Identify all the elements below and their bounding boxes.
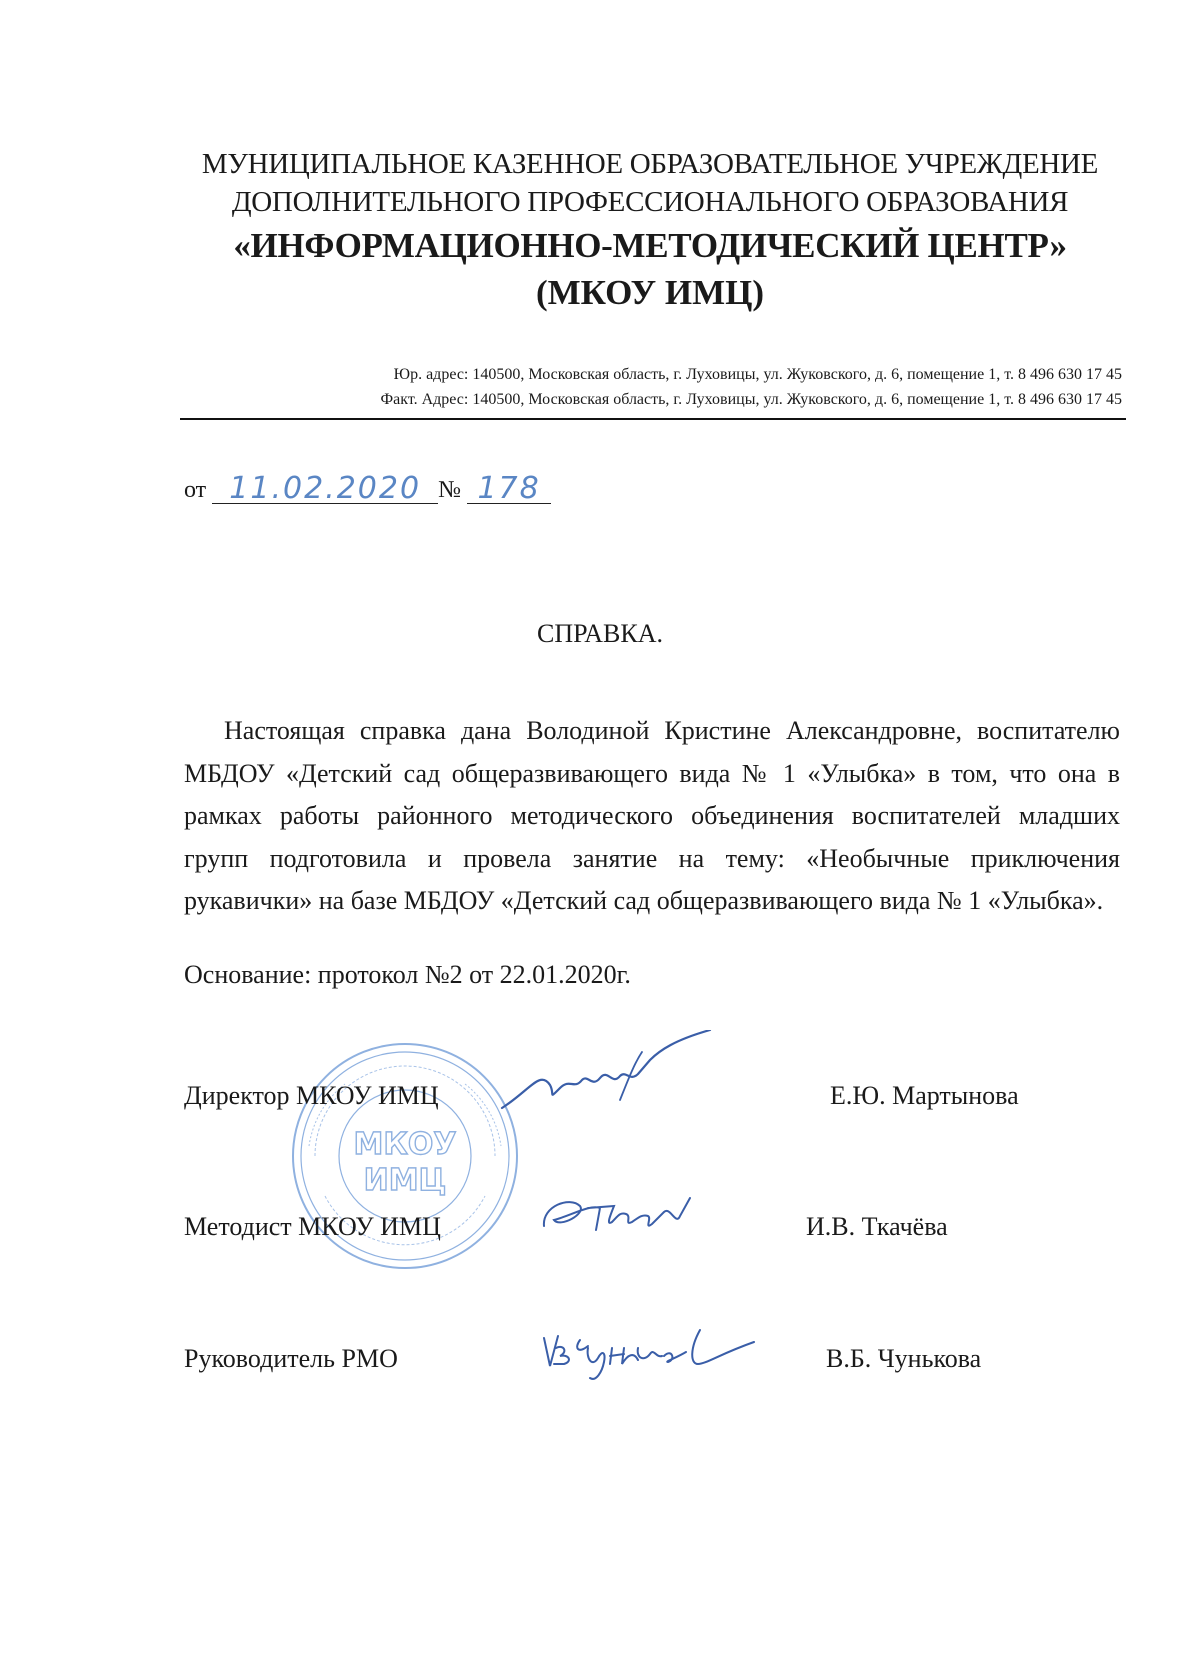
actual-address: Факт. Адрес: 140500, Московская область, г. Луховицы, ул. Жуковского, д. 6, помещение 1, т. 8 496 630 17 45 <box>380 391 1122 408</box>
signature-name-director: Е.Ю. Мартынова <box>830 1081 1019 1110</box>
rmo-head-signature-icon <box>540 1318 760 1388</box>
document-meta <box>184 471 551 506</box>
date-field: 11.02.2020 <box>212 475 438 504</box>
document-body: Настоящая справка дана Володиной Кристине Александровне, воспитателю МБДОУ «Детский сад общеразвивающего вида № 1 «Улыбка» в том, что она в рамках работы районного методического объединения воспитателей младших групп подготовила и провела занятие на тему: «Необычные приключения рукавички» на базе МБДОУ «Детский сад общеразвивающего вида № 1 «Улыбка». <box>184 716 1120 915</box>
signature-role-methodist: Методист МКОУ ИМЦ <box>184 1212 441 1241</box>
org-line-1: МУНИЦИПАЛЬНОЕ КАЗЕННОЕ ОБРАЗОВАТЕЛЬНОЕ УЧРЕЖДЕНИЕ <box>201 148 1099 180</box>
date-prefix: от <box>184 477 207 503</box>
signature-role-director: Директор МКОУ ИМЦ <box>184 1081 439 1110</box>
signature-name-methodist: И.В. Ткачёва <box>806 1212 948 1241</box>
signature-name-rmo-head: В.Б. Чунькова <box>826 1344 982 1373</box>
stamp-line-2: ИМЦ <box>363 1163 447 1198</box>
document-basis: Основание: протокол №2 от 22.01.2020г. <box>184 960 631 989</box>
org-line-2: ДОПОЛНИТЕЛЬНОГО ПРОФЕССИОНАЛЬНОГО ОБРАЗОВАНИЯ <box>231 186 1069 218</box>
number-prefix: № <box>438 477 462 503</box>
stamp-line-1: МКОУ <box>353 1127 457 1162</box>
document-title: СПРАВКА. <box>537 619 663 648</box>
methodist-signature-icon <box>540 1186 700 1246</box>
signature-role-rmo-head: Руководитель РМО <box>184 1344 398 1373</box>
org-short-name: (МКОУ ИМЦ) <box>535 273 765 312</box>
number-field: 178 <box>467 475 551 504</box>
org-name: «ИНФОРМАЦИОННО-МЕТОДИЧЕСКИЙ ЦЕНТР» <box>233 226 1067 265</box>
header-divider <box>180 418 1126 420</box>
director-signature-icon <box>500 1030 730 1120</box>
legal-address: Юр. адрес: 140500, Московская область, г. Луховицы, ул. Жуковского, д. 6, помещение 1, т. 8 496 630 17 45 <box>393 366 1122 383</box>
